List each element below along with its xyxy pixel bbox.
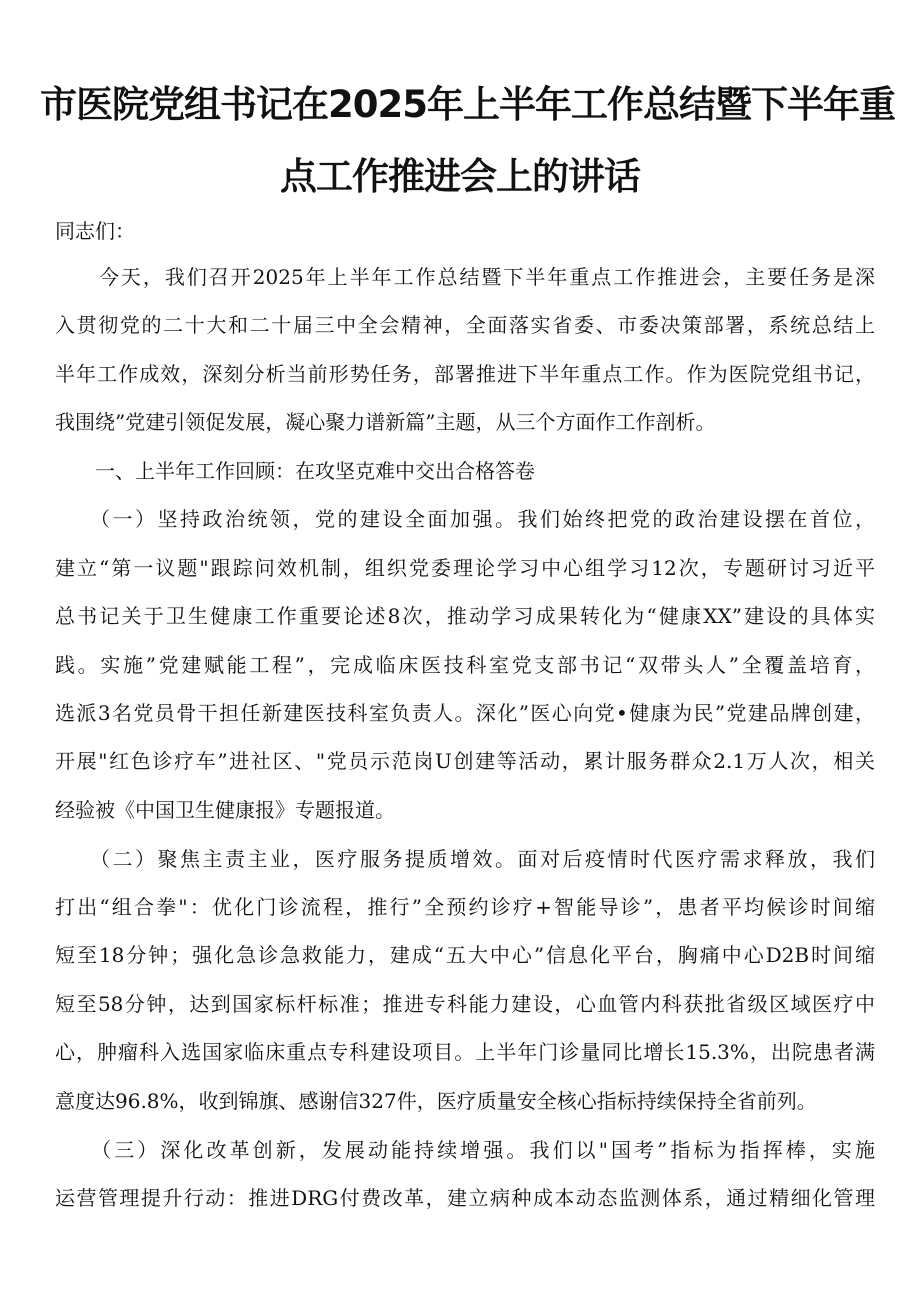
document-title-line-2: 点工作推进会上的讲话 <box>280 155 640 198</box>
body-line: 践。实施”党建赋能工程”，完成临床医技科室党支部书记“双带头人”全覆盖培育， <box>55 653 875 677</box>
body-line: 短至18分钟；强化急诊急救能力，建成“五大中心”信息化平台，胸痛中心D2B时间缩 <box>55 943 875 967</box>
body-line: （一）坚持政治统领，党的建设全面加强。我们始终把党的政治建设摆在首位， <box>55 507 875 531</box>
body-line: 意度达96.8%，收到锦旗、感谢信327件，医疗质量安全核心指标持续保持全省前列。 <box>55 1089 817 1113</box>
body-line: 心，肿瘤科入选国家临床重点专科建设项目。上半年门诊量同比增长15.3%，出院患者满 <box>55 1040 875 1064</box>
body-line: （二）聚焦主责主业，医疗服务提质增效。面对后疫情时代医疗需求释放，我们 <box>55 847 875 871</box>
body-line: 总书记关于卫生健康工作重要论述8次，推动学习成果转化为“健康XX”建设的具体实 <box>55 604 875 628</box>
body-line: 我围绕”党建引领促发展，凝心聚力谱新篇”主题，从三个方面作工作剖析。 <box>55 410 716 434</box>
body-line: （三）深化改革创新，发展动能持续增强。我们以"国考”指标为指挥棒，实施 <box>55 1138 875 1162</box>
body-line: 经验被《中国卫生健康报》专题报道。 <box>55 798 395 822</box>
salutation: 同志们： <box>55 219 135 243</box>
body-line: 建立“第一议题"跟踪问效机制，组织党委理论学习中心组学习12次，专题研讨习近平 <box>55 556 875 580</box>
body-line: 入贯彻党的二十大和二十届三中全会精神，全面落实省委、市委决策部署，系统总结上 <box>55 313 875 337</box>
body-line: 打出“组合拳"：优化门诊流程，推行”全预约诊疗+智能导诊”，患者平均候诊时间缩 <box>55 895 875 919</box>
section-heading: 一、上半年工作回顾：在攻坚克难中交出合格答卷 <box>55 459 535 483</box>
body-line: 今天，我们召开2025年上半年工作总结暨下半年重点工作推进会，主要任务是深 <box>55 265 875 289</box>
body-line: 开展"红色诊疗车”进社区、"党员示范岗U创建等活动，累计服务群众2.1万人次，相关 <box>55 749 875 773</box>
body-line: 选派3名党员骨干担任新建医技科室负责人。深化”医心向党•健康为民”党建品牌创建， <box>55 701 875 725</box>
body-line: 半年工作成效，深刻分析当前形势任务，部署推进下半年重点工作。作为医院党组书记， <box>55 362 875 386</box>
body-line: 运营管理提升行动：推进DRG付费改革，建立病种成本动态监测体系，通过精细化管理 <box>55 1186 875 1210</box>
body-line: 短至58分钟，达到国家标杆标准；推进专科能力建设，心血管内科获批省级区域医疗中 <box>55 992 875 1016</box>
document-title-line-1: 市医院党组书记在2025年上半年工作总结暨下半年重 <box>40 83 895 126</box>
